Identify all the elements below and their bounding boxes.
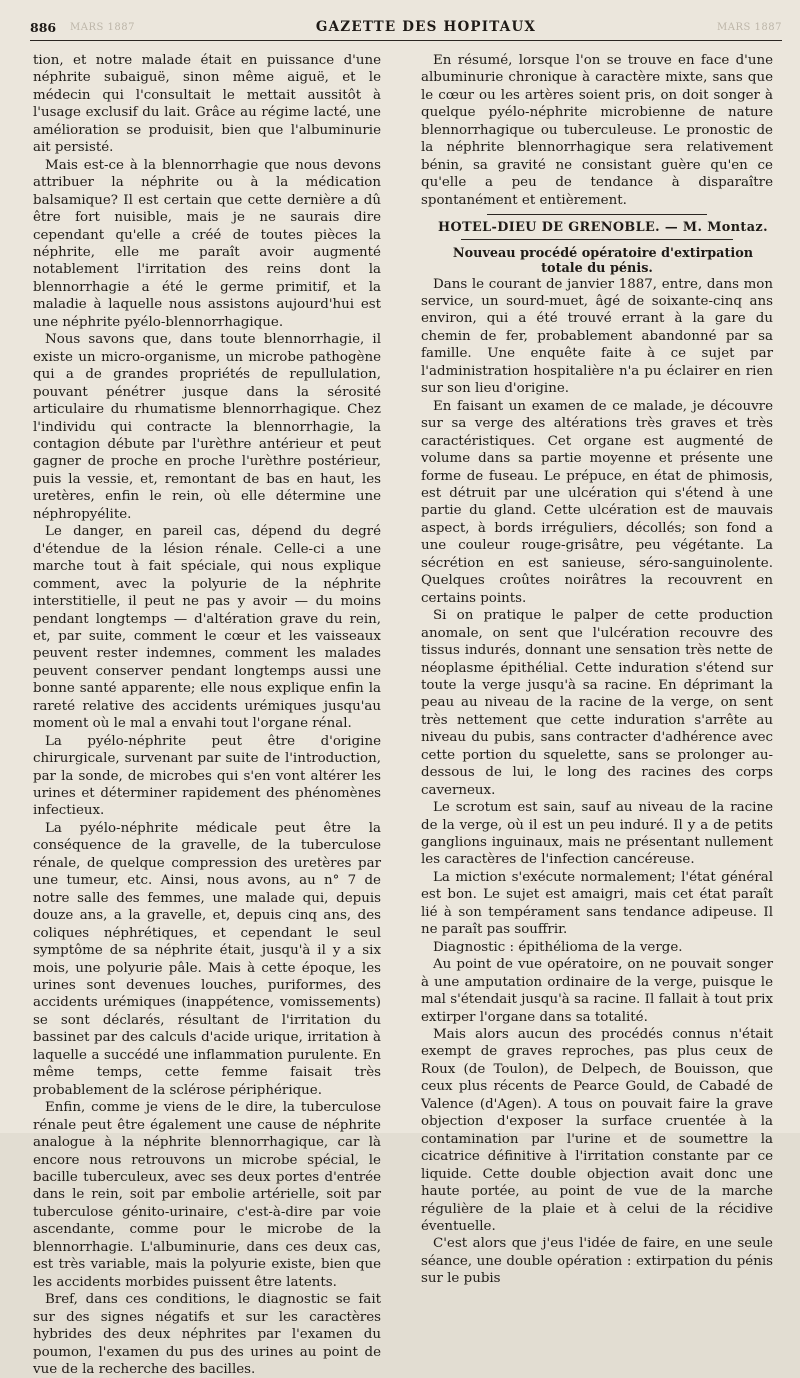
paragraph: Au point de vue opératoire, on ne pouvait songer à une amputation ordinaire de la verge, puisque le mal s'étendait jusqu'à sa racine. Il fallait à tout prix extirper l'organe dans sa totalité.: [421, 957, 773, 1025]
left-column: [33, 52, 381, 1378]
paragraph: La pyélo-néphrite peut être d'origine chirurgicale, survenant par suite de l'introduction, par la sonde, de microbes qui s'en vont altérer les urines et déterminer rapidement des phénomènes infectieux.: [33, 733, 381, 819]
paragraph: Bref, dans ces conditions, le diagnostic se fait sur des signes négatifs et sur les caractères hybrides des deux néphrites par l'examen du poumon, l'examen du pus des urines au point de vue de la recherche des bacilles.: [33, 1292, 381, 1377]
journal-title: GAZETTE DES HOPITAUX: [315, 19, 537, 35]
section-divider: [487, 214, 707, 215]
paragraph: Si on pratique le palper de cette production anomale, on sent que l'ulcération recouvre des tissus indurés, donnant une sensation très nette de néoplasme épithélial. Cette induration s'étend sur toute la verge jusqu'à sa racine. En déprimant la peau au niveau de la racine de la verge, on sent très nettement que cette induration s'arrête au niveau du pubis, sans contracter d'adhérence avec cette portion du squelette, sans se prolonger au-dessous de lui, le long des racines des corps caverneux.: [421, 608, 773, 798]
paragraph: Enfin, comme je viens de le dire, la tuberculose rénale peut être également une cause de néphrite analogue à la néphrite blennorrhagique, car là encore nous retrouvons un microbe spécial, le bacille tuberculeux, avec ses deux portes d'entrée dans le rein, soit par embolie artérielle, soit par tuberculose génito-urinaire, c'est-à-dire par voie ascendante, comme pour le microbe de la blennorrhagie. L'albuminurie, dans ces deux cas, est très variable, mais la polyurie existe, bien que les accidents morbides puissent être latents.: [33, 1100, 381, 1290]
bleed-through-date-right: MARS 1887: [717, 21, 782, 33]
paragraph: Dans le courant de janvier 1887, entre, dans mon service, un sourd-muet, âgé de soixante-cinq ans environ, qui a été trouvé errant à la gare du chemin de fer, probablement abandonné par sa famille. Une enquête faite à ce sujet par l'administration hospitalière n'a pu éclairer en rien sur son lieu d'origine.: [421, 276, 773, 397]
bleed-through-date-left: MARS 1887: [70, 21, 135, 33]
title-divider: [461, 239, 733, 240]
paragraph: Mais alors aucun des procédés connus n'était exempt de graves reproches, pas plus ceux de Roux (de Toulon), de Delpech, de Bouisson, que ceux plus récents de Pearce Gould, de Cabadé de Valence (d'Agen). A tous on pouvait faire la grave objection d'exposer la surface cruentée à la contamination par l'urine et de soumettre la cicatrice définitive à l'irritation constante par ce liquide. Cette double objection avait donc une haute portée, au point de vue de la marche régulière de la plaie et à celui de la récidive éventuelle.: [421, 1027, 773, 1234]
page-header: [30, 14, 782, 41]
paragraph: Diagnostic : épithélioma de la verge.: [433, 939, 683, 955]
paragraph: Mais est-ce à la blennorrhagie que nous devons attribuer la néphrite ou à la médication balsamique? Il est certain que cette dernière a dû être fort nuisible, mais je ne saurais dire cependant qu'elle a créé de toutes pièces la néphrite, elle me paraît avoir augmenté notablement l'irritation des reins dont la blennorrhagie a été le germe primitif, et la maladie à laquelle nous assistons aujourd'hui est une néphrite pyélo-blennorrhagique.: [33, 157, 381, 330]
page-number: 886: [30, 19, 57, 35]
article-title: Nouveau procédé opératoire d'extirpation totale du pénis.: [452, 245, 754, 276]
paragraph: Le scrotum est sain, sauf au niveau de la racine de la verge, où il est un peu induré. Il y a de petits ganglions inguinaux, mais ne présentant nullement les caractères de l'infection cancéreuse.: [421, 800, 773, 868]
right-column: [421, 52, 773, 1288]
paragraph: Nous savons que, dans toute blennorrhagie, il existe un micro-organisme, un microbe pathogène qui a de grandes propriétés de repullulation, pouvant pénétrer jusque dans la sérosité articulaire du rhumatisme blennorrhagique. Chez l'individu qui contracte la blennorrhagie, la contagion débute par l'urèthre antérieur et peut gagner de proche en proche l'urèthre postérieur, puis la vessie, et, remontant de bas en haut, les uretères, enfin le rein, où elle détermine une néphropyélite.: [33, 332, 381, 522]
section-title: HOTEL-DIEU DE GRENOBLE. — M. Montaz.: [438, 220, 768, 236]
paragraph: Le danger, en pareil cas, dépend du degré d'étendue de la lésion rénale. Celle-ci a une marche tout à fait spéciale, qui nous explique comment, avec la polyurie de la néphrite interstitielle, il peut ne pas y avoir — du moins pendant longtemps — d'altération grave du rein, et, par suite, comment le cœur et les vaisseaux peuvent rester indemnes, comment les malades peuvent conserver pendant longtemps aussi une bonne santé apparente; elle nous explique enfin la rareté relative des accidents urémiques jusqu'au moment où le mal a envahi tout l'organe rénal.: [33, 524, 381, 732]
summary-paragraph: En résumé, lorsque l'on se trouve en face d'une albuminurie chronique à caractère mixte, sans que le cœur ou les artères soient pris, on doit songer à quelque pyélo-néphrite microbienne de nature blennorrhagique ou tuberculeuse. Le pronostic de la néphrite blennorrhagique sera relativement bénin, sa gravité ne consistant guère qu'en ce qu'elle a peu de tendance à disparaître spontanément et entièrement.: [421, 53, 773, 208]
paragraph: En faisant un examen de ce malade, je découvre sur sa verge des altérations très graves et très caractéristiques. Cet organe est augmenté de volume dans sa partie moyenne et présente une forme de fuseau. Le prépuce, en état de phimosis, est détruit par une ulcération qui s'étend à une partie du gland. Cette ulcération est de mauvais aspect, à bords irréguliers, décollés; son fond a une couleur rouge-grisâtre, peu végétante. La sécrétion en est sanieuse, séro-sanguinolente. Quelques croûtes noirâtres la recouvrent en certains points.: [421, 398, 773, 606]
paragraph: La pyélo-néphrite médicale peut être la conséquence de la gravelle, de la tuberculose rénale, de quelque compression des uretères par une tumeur, etc. Ainsi, nous avons, au n° 7 de notre salle des femmes, une malade qui, depuis douze ans, a la gravelle, et, depuis cinq ans, des coliques néphrétiques, et cependant le seul symptôme de sa néphrite était, jusqu'à il y a six mois, une polyurie pâle. Mais à cette époque, les urines sont devenues louches, puriformes, des accidents urémiques (inappétence, vomissements) se sont déclarés, résultant de l'irritation du bassinet par des calculs d'acide urique, irritation à laquelle a succédé une inflammation purulente. En même temps, cette femme faisait très probablement de la sclérose périphérique.: [33, 820, 381, 1098]
paragraph: C'est alors que j'eus l'idée de faire, en une seule séance, une double opération : extirpation du pénis sur le pubis: [421, 1236, 773, 1287]
paragraph: La miction s'exécute normalement; l'état général est bon. Le sujet est amaigri, mais cet état paraît lié à son tempérament sans tendance adipeuse. Il ne paraît pas souffrir.: [421, 869, 773, 938]
paragraph: tion, et notre malade était en puissance d'une néphrite subaiguë, sinon même aiguë, et le médecin qui l'consultait le mettait aussitôt à l'usage exclusif du lait. Grâce au régime lacté, une amélioration se produisit, bien que l'albuminurie ait persisté.: [33, 53, 381, 156]
